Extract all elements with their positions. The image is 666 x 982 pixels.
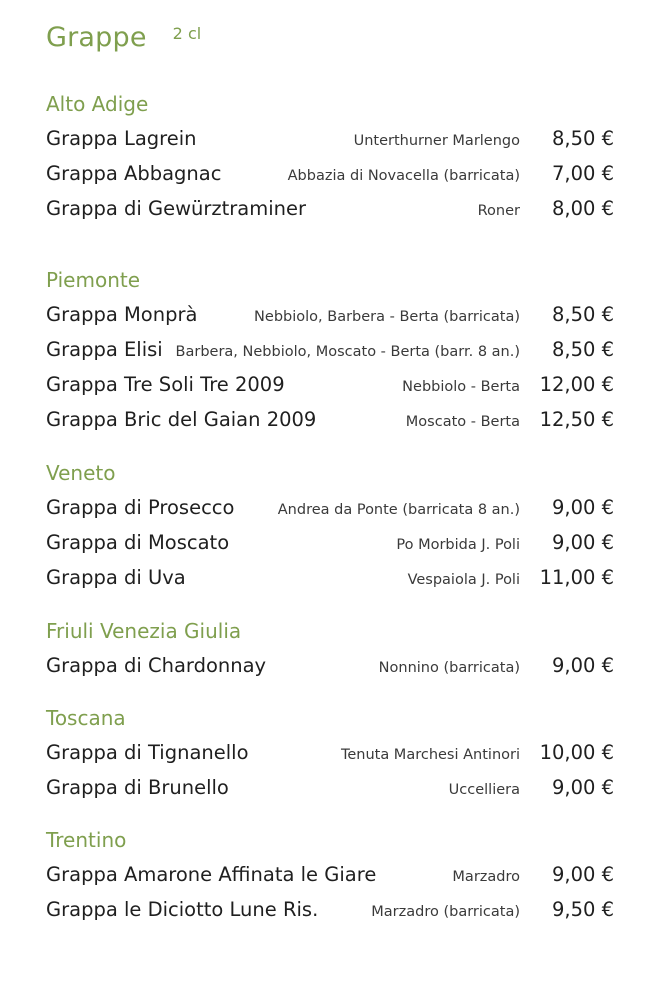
item-price: 9,00 € bbox=[551, 776, 614, 799]
item-price: 9,00 € bbox=[551, 863, 614, 886]
item-name: Grappa Lagrein bbox=[46, 127, 197, 150]
item-price: 9,00 € bbox=[551, 654, 614, 677]
menu-item bbox=[46, 198, 614, 233]
region-heading: Piemonte bbox=[46, 268, 141, 292]
item-price: 9,50 € bbox=[551, 898, 614, 921]
item-producer: Marzadro (barricata) bbox=[371, 904, 520, 920]
menu-item bbox=[46, 339, 614, 374]
region-heading: Friuli Venezia Giulia bbox=[46, 619, 242, 643]
menu-item bbox=[46, 163, 614, 198]
section-alto-adige bbox=[46, 93, 614, 233]
item-price: 12,00 € bbox=[539, 373, 614, 396]
region-heading: Toscana bbox=[46, 706, 126, 730]
menu-item bbox=[46, 655, 614, 690]
region-heading: Veneto bbox=[46, 461, 116, 485]
item-producer: Moscato - Berta bbox=[405, 414, 520, 430]
menu-item bbox=[46, 128, 614, 163]
item-name: Grappa di Gewürztraminer bbox=[46, 197, 307, 220]
menu-item bbox=[46, 777, 614, 812]
menu-header bbox=[46, 22, 201, 53]
item-producer: Abbazia di Novacella (barricata) bbox=[287, 168, 520, 184]
section-piemonte bbox=[46, 269, 614, 444]
item-price: 8,50 € bbox=[551, 303, 614, 326]
item-price: 9,00 € bbox=[551, 531, 614, 554]
item-producer: Uccelliera bbox=[448, 782, 520, 798]
item-producer: Po Morbida J. Poli bbox=[396, 537, 520, 553]
section-veneto bbox=[46, 462, 614, 602]
item-producer: Vespaiola J. Poli bbox=[407, 572, 520, 588]
menu-item bbox=[46, 497, 614, 532]
item-producer: Unterthurner Marlengo bbox=[353, 133, 520, 149]
region-heading: Trentino bbox=[46, 828, 127, 852]
item-price: 8,50 € bbox=[551, 127, 614, 150]
item-price: 8,00 € bbox=[551, 197, 614, 220]
item-producer: Tenuta Marchesi Antinori bbox=[340, 747, 520, 763]
serving-size: 2 cl bbox=[172, 24, 202, 43]
item-price: 11,00 € bbox=[539, 566, 614, 589]
item-price: 12,50 € bbox=[539, 408, 614, 431]
region-heading: Alto Adige bbox=[46, 92, 149, 116]
item-producer: Nebbiolo, Barbera - Berta (barricata) bbox=[254, 309, 520, 325]
item-price: 10,00 € bbox=[539, 741, 614, 764]
item-name: Grappa di Tignanello bbox=[46, 741, 249, 764]
item-price: 7,00 € bbox=[551, 162, 614, 185]
menu-item bbox=[46, 532, 614, 567]
item-producer: Roner bbox=[477, 203, 520, 219]
item-name: Grappa di Brunello bbox=[46, 776, 229, 799]
menu-item bbox=[46, 899, 614, 934]
item-producer: Nebbiolo - Berta bbox=[402, 379, 520, 395]
item-producer: Barbera, Nebbiolo, Moscato - Berta (barr. 8 an.) bbox=[175, 344, 520, 360]
section-trentino bbox=[46, 829, 614, 934]
section-friuli-venezia-giulia bbox=[46, 620, 614, 690]
menu-item bbox=[46, 864, 614, 899]
menu-item bbox=[46, 409, 614, 444]
item-name: Grappa Bric del Gaian 2009 bbox=[46, 408, 317, 431]
menu-item bbox=[46, 567, 614, 602]
item-name: Grappa di Prosecco bbox=[46, 496, 235, 519]
menu-item bbox=[46, 374, 614, 409]
menu-item bbox=[46, 742, 614, 777]
menu-item bbox=[46, 304, 614, 339]
item-name: Grappa le Diciotto Lune Ris. bbox=[46, 898, 319, 921]
item-name: Grappa Amarone Affinata le Giare bbox=[46, 863, 377, 886]
item-name: Grappa di Chardonnay bbox=[46, 654, 267, 677]
page-title: Grappe bbox=[46, 22, 147, 53]
item-name: Grappa Abbagnac bbox=[46, 162, 222, 185]
item-price: 9,00 € bbox=[551, 496, 614, 519]
item-name: Grappa Monprà bbox=[46, 303, 198, 326]
item-producer: Andrea da Ponte (barricata 8 an.) bbox=[277, 502, 520, 518]
item-price: 8,50 € bbox=[551, 338, 614, 361]
item-producer: Nonnino (barricata) bbox=[378, 660, 520, 676]
item-name: Grappa di Uva bbox=[46, 566, 186, 589]
item-name: Grappa Elisi bbox=[46, 338, 163, 361]
item-name: Grappa di Moscato bbox=[46, 531, 230, 554]
item-producer: Marzadro bbox=[452, 869, 520, 885]
item-name: Grappa Tre Soli Tre 2009 bbox=[46, 373, 285, 396]
section-toscana bbox=[46, 707, 614, 812]
